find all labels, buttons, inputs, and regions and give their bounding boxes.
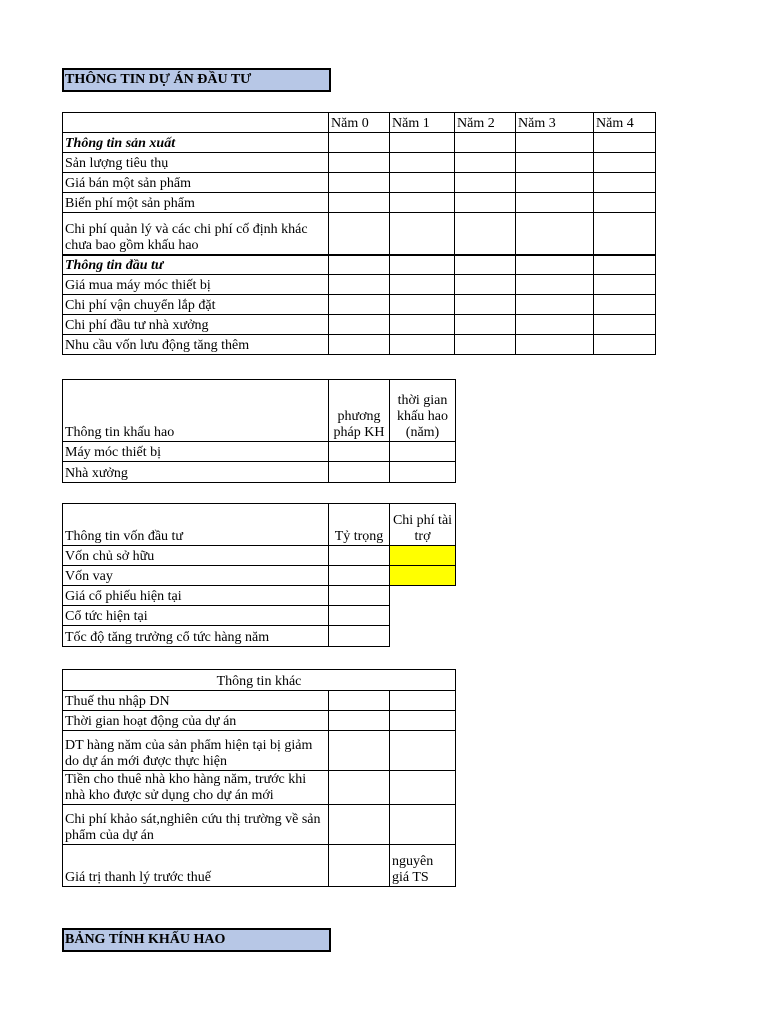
cell[interactable] bbox=[390, 731, 456, 771]
cell[interactable] bbox=[390, 335, 455, 355]
cell[interactable] bbox=[455, 173, 516, 193]
cell[interactable] bbox=[390, 213, 455, 255]
table-row bbox=[63, 213, 656, 255]
table-row bbox=[63, 173, 656, 193]
table-row bbox=[63, 153, 656, 173]
cell[interactable] bbox=[594, 213, 656, 255]
cell[interactable] bbox=[455, 153, 516, 173]
cell[interactable] bbox=[329, 606, 390, 626]
cell[interactable] bbox=[329, 805, 390, 845]
cell[interactable] bbox=[516, 315, 594, 335]
empty-cell bbox=[390, 586, 456, 606]
cell[interactable] bbox=[329, 546, 390, 566]
empty-cell bbox=[390, 606, 456, 626]
salvage-note: nguyên giá TS bbox=[390, 845, 456, 887]
cell[interactable] bbox=[329, 275, 390, 295]
row-label: Thuế thu nhập DN bbox=[63, 691, 329, 711]
row-label: Máy móc thiết bị bbox=[63, 442, 329, 462]
table-row bbox=[63, 606, 456, 626]
cell[interactable] bbox=[390, 805, 456, 845]
table-row bbox=[63, 462, 456, 483]
cell[interactable] bbox=[390, 771, 456, 805]
other-info-table bbox=[62, 669, 456, 887]
row-label: Chi phí đầu tư nhà xưởng bbox=[63, 315, 329, 335]
cell[interactable] bbox=[329, 173, 390, 193]
table-row bbox=[63, 442, 456, 462]
row-label: Giá cổ phiếu hiện tại bbox=[63, 586, 329, 606]
duration-header: thời gian khấu hao (năm) bbox=[390, 380, 456, 442]
weight-header: Tỷ trọng bbox=[329, 504, 390, 546]
other-header-row bbox=[63, 670, 456, 691]
section-title-depreciation: BẢNG TÍNH KHẤU HAO bbox=[62, 928, 331, 952]
depreciation-info-table bbox=[62, 379, 456, 483]
cell[interactable] bbox=[455, 315, 516, 335]
row-label: Nhà xưởng bbox=[63, 462, 329, 483]
cell[interactable] bbox=[594, 275, 656, 295]
production-header-row bbox=[63, 133, 656, 153]
project-info-table bbox=[62, 112, 656, 355]
row-label: Sản lượng tiêu thụ bbox=[63, 153, 329, 173]
cell[interactable] bbox=[455, 133, 516, 153]
cell[interactable] bbox=[594, 173, 656, 193]
cell[interactable] bbox=[390, 711, 456, 731]
cell[interactable] bbox=[594, 153, 656, 173]
row-label: Cổ tức hiện tại bbox=[63, 606, 329, 626]
depreciation-header: Thông tin khấu hao bbox=[63, 380, 329, 442]
cell[interactable] bbox=[390, 442, 456, 462]
table-row bbox=[63, 711, 456, 731]
investment-header: Thông tin đầu tư bbox=[63, 255, 329, 275]
year-2-header: Năm 2 bbox=[455, 113, 516, 133]
table-row bbox=[63, 586, 456, 606]
cell[interactable] bbox=[329, 133, 390, 153]
cell[interactable] bbox=[516, 133, 594, 153]
capital-info-table bbox=[62, 503, 456, 647]
row-label: Chi phí vận chuyển lắp đặt bbox=[63, 295, 329, 315]
row-label: Giá mua máy móc thiết bị bbox=[63, 275, 329, 295]
cell[interactable] bbox=[594, 193, 656, 213]
cell[interactable] bbox=[329, 711, 390, 731]
cell[interactable] bbox=[329, 255, 390, 275]
cell[interactable] bbox=[390, 153, 455, 173]
cell[interactable] bbox=[329, 566, 390, 586]
row-label: DT hàng năm của sản phẩm hiện tại bị giảm do dự án mới được thực hiện bbox=[63, 731, 329, 771]
capital-header-row bbox=[63, 504, 456, 546]
cell[interactable] bbox=[390, 173, 455, 193]
cell[interactable] bbox=[516, 213, 594, 255]
year-1-header: Năm 1 bbox=[390, 113, 455, 133]
cell[interactable] bbox=[455, 295, 516, 315]
year-4-header: Năm 4 bbox=[594, 113, 656, 133]
cell[interactable] bbox=[594, 315, 656, 335]
production-header: Thông tin sản xuất bbox=[63, 133, 329, 153]
depreciation-header-row bbox=[63, 380, 456, 442]
row-label: Chi phí khảo sát,nghiên cứu thị trường về sản phẩm của dự án bbox=[63, 805, 329, 845]
cell[interactable] bbox=[329, 462, 390, 483]
table-row bbox=[63, 845, 456, 887]
row-label: Nhu cầu vốn lưu động tăng thêm bbox=[63, 335, 329, 355]
cell[interactable] bbox=[329, 442, 390, 462]
table-row bbox=[63, 731, 456, 771]
row-label: Giá trị thanh lý trước thuế bbox=[63, 845, 329, 887]
cell[interactable] bbox=[516, 275, 594, 295]
row-label: Giá bán một sản phẩm bbox=[63, 173, 329, 193]
year-0-header: Năm 0 bbox=[329, 113, 390, 133]
cell[interactable] bbox=[516, 335, 594, 355]
method-header: phương pháp KH bbox=[329, 380, 390, 442]
cell[interactable] bbox=[390, 462, 456, 483]
other-header: Thông tin khác bbox=[63, 670, 456, 691]
cell[interactable] bbox=[390, 275, 455, 295]
cell[interactable] bbox=[329, 213, 390, 255]
cell[interactable] bbox=[390, 691, 456, 711]
cell[interactable] bbox=[390, 295, 455, 315]
cell[interactable] bbox=[329, 626, 390, 647]
empty-cell bbox=[390, 626, 456, 647]
cell[interactable] bbox=[516, 255, 594, 275]
table-row bbox=[63, 193, 656, 213]
table-row bbox=[63, 295, 656, 315]
investment-header-row bbox=[63, 255, 656, 275]
cell[interactable] bbox=[329, 295, 390, 315]
cell[interactable] bbox=[516, 193, 594, 213]
year-3-header: Năm 3 bbox=[516, 113, 594, 133]
cell[interactable] bbox=[390, 315, 455, 335]
cell[interactable] bbox=[516, 153, 594, 173]
table-row bbox=[63, 566, 456, 586]
row-label: Chi phí quản lý và các chi phí cố định khác chưa bao gồm khấu hao bbox=[63, 213, 329, 255]
year-header-row bbox=[63, 113, 656, 133]
table-row bbox=[63, 771, 456, 805]
cell[interactable] bbox=[329, 691, 390, 711]
cell[interactable] bbox=[455, 275, 516, 295]
section-title-project-info: THÔNG TIN DỰ ÁN ĐẦU TƯ bbox=[62, 68, 331, 92]
cell[interactable] bbox=[594, 335, 656, 355]
table-row bbox=[63, 335, 656, 355]
table-row bbox=[63, 626, 456, 647]
cell[interactable] bbox=[516, 295, 594, 315]
row-label: Vốn vay bbox=[63, 566, 329, 586]
highlight-cell[interactable] bbox=[390, 546, 456, 566]
cell[interactable] bbox=[329, 771, 390, 805]
cell[interactable] bbox=[390, 255, 455, 275]
cell[interactable] bbox=[329, 731, 390, 771]
cell[interactable] bbox=[329, 586, 390, 606]
table-row bbox=[63, 805, 456, 845]
capital-header: Thông tin vốn đầu tư bbox=[63, 504, 329, 546]
row-label: Thời gian hoạt động của dự án bbox=[63, 711, 329, 731]
cell[interactable] bbox=[329, 335, 390, 355]
cell[interactable] bbox=[594, 133, 656, 153]
cell[interactable] bbox=[455, 255, 516, 275]
cell[interactable] bbox=[329, 153, 390, 173]
cell[interactable] bbox=[516, 173, 594, 193]
table-row bbox=[63, 315, 656, 335]
cost-header: Chi phí tài trợ bbox=[390, 504, 456, 546]
corner-cell bbox=[63, 113, 329, 133]
row-label: Biến phí một sản phẩm bbox=[63, 193, 329, 213]
row-label: Vốn chủ sở hữu bbox=[63, 546, 329, 566]
highlight-cell[interactable] bbox=[390, 566, 456, 586]
row-label: Tốc độ tăng trưởng cổ tức hàng năm bbox=[63, 626, 329, 647]
table-row bbox=[63, 691, 456, 711]
cell[interactable] bbox=[455, 213, 516, 255]
cell[interactable] bbox=[329, 845, 390, 887]
cell[interactable] bbox=[329, 193, 390, 213]
cell[interactable] bbox=[390, 133, 455, 153]
cell[interactable] bbox=[455, 193, 516, 213]
cell[interactable] bbox=[455, 335, 516, 355]
table-row bbox=[63, 546, 456, 566]
table-row bbox=[63, 275, 656, 295]
cell[interactable] bbox=[390, 193, 455, 213]
cell[interactable] bbox=[594, 295, 656, 315]
row-label: Tiền cho thuê nhà kho hàng năm, trước khi nhà kho được sử dụng cho dự án mới bbox=[63, 771, 329, 805]
cell[interactable] bbox=[594, 255, 656, 275]
cell[interactable] bbox=[329, 315, 390, 335]
